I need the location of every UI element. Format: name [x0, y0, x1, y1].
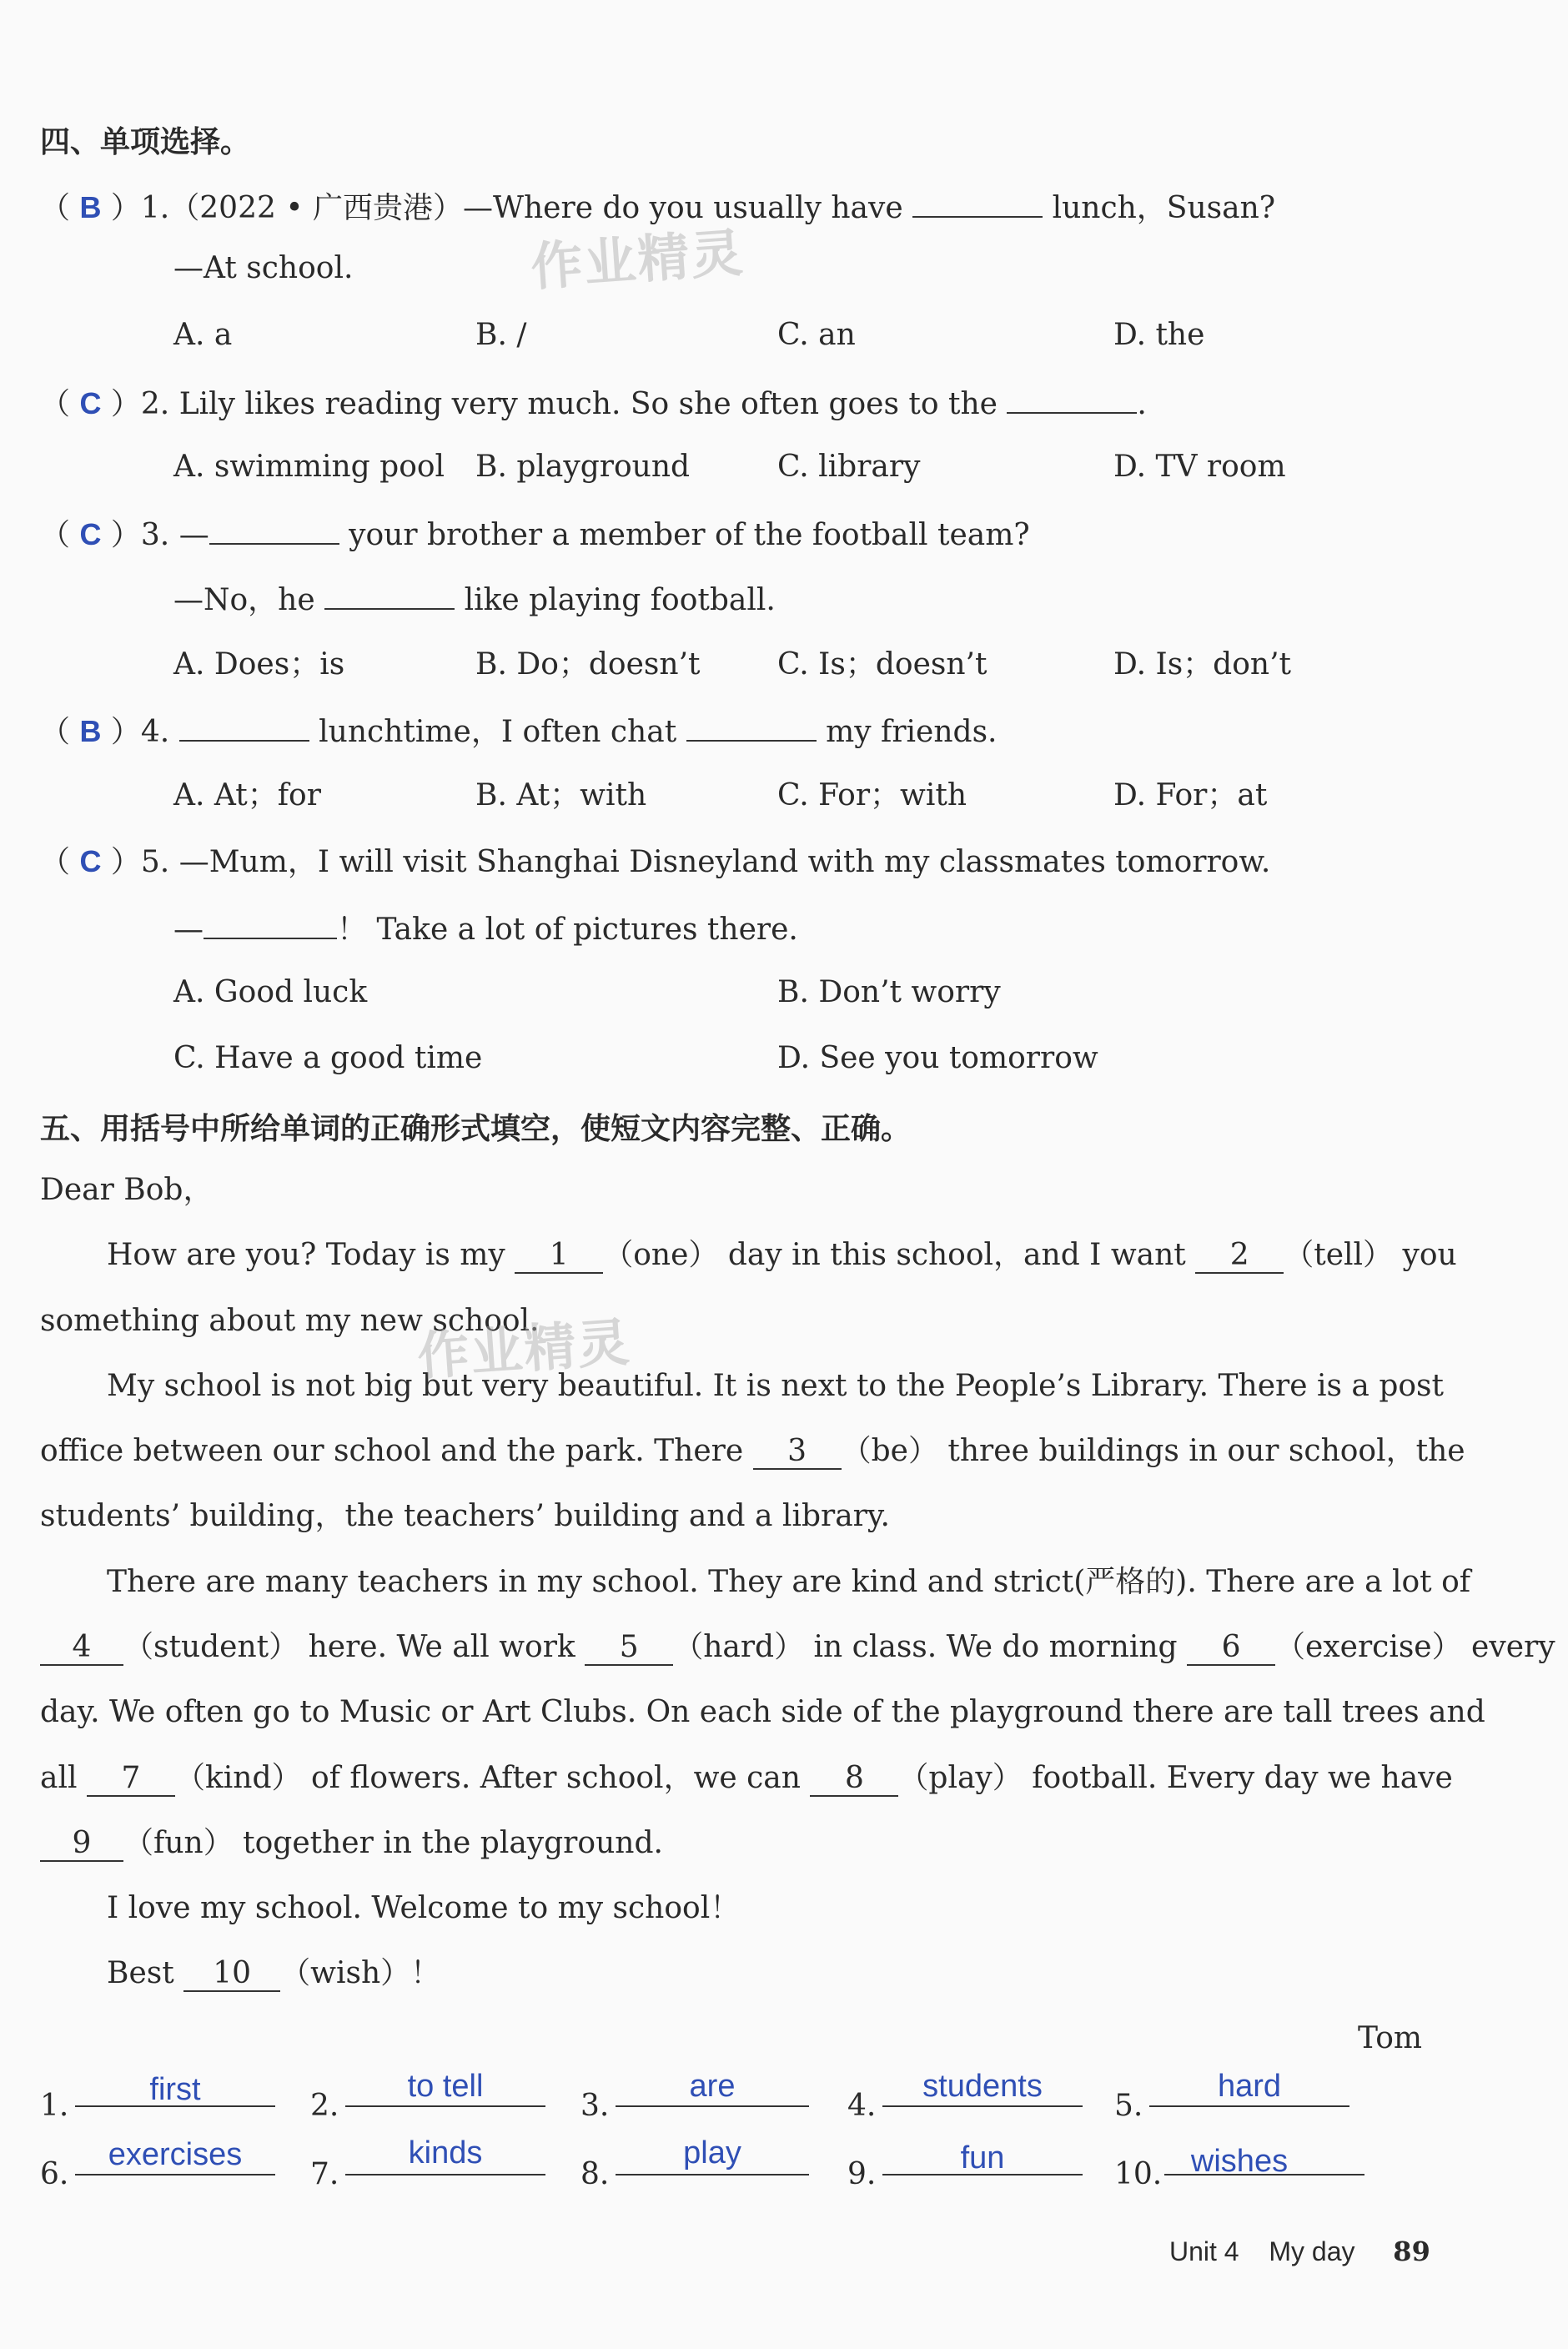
- question-text: 1.（2022 • 广西贵港）—Where do you usually have: [140, 191, 903, 225]
- key-number: 4.: [847, 2089, 877, 2123]
- gap-3: 3: [753, 1435, 842, 1470]
- gap-7: 7: [87, 1762, 175, 1797]
- passage-line: I love my school. Welcome to my school！: [107, 1891, 741, 1925]
- bracket-close: ）: [101, 518, 141, 552]
- option-c: C. Is；doesn’t: [777, 647, 988, 682]
- answer-blank: [686, 712, 817, 742]
- bracket-open: （: [40, 518, 80, 552]
- question-text: my friends.: [826, 715, 998, 749]
- question-text: .: [1137, 387, 1147, 421]
- passage-line: [40, 1433, 1465, 1470]
- option-c: C. Have a good time: [173, 1041, 483, 1075]
- question-1-reply: —At school.: [173, 251, 354, 285]
- footer-title: My day: [1269, 2236, 1355, 2266]
- section4-heading: 四、单项选择。: [40, 125, 251, 159]
- question-5-reply: [173, 909, 798, 948]
- question-text: 4.: [140, 715, 170, 749]
- option-a: A. At；for: [173, 778, 321, 812]
- signature: Tom: [1358, 2021, 1423, 2055]
- option-c: C. library: [777, 450, 921, 484]
- key-number: 5.: [1114, 2089, 1143, 2123]
- option-a: A. a: [173, 318, 233, 352]
- question-text: 5. —Mum，I will visit Shanghai Disneyland with my classmates tomorrow.: [140, 845, 1271, 879]
- passage-text: Best: [107, 1956, 174, 1990]
- option-b: B. At；with: [475, 778, 647, 812]
- key-number: 2.: [310, 2089, 339, 2123]
- key-number: 10.: [1114, 2157, 1163, 2191]
- option-d: D. See you tomorrow: [777, 1041, 1098, 1075]
- answer-mark-5: C: [79, 844, 102, 878]
- passage-line: There are many teachers in my school. They are kind and strict(严格的). There are a lot of: [107, 1565, 1471, 1599]
- key-answer: exercises: [108, 2137, 243, 2172]
- bracket-open: （: [40, 845, 80, 879]
- watermark: 作业精灵: [529, 222, 746, 298]
- bracket-close: ）: [101, 191, 141, 225]
- option-c: C. For；with: [777, 778, 967, 812]
- answer-mark-2: C: [79, 386, 102, 420]
- answer-blank: [209, 515, 339, 545]
- passage-text: （play） football. Every day we have: [898, 1761, 1453, 1795]
- passage-text: （fun） together in the playground.: [123, 1826, 663, 1860]
- gap-8: 8: [810, 1762, 898, 1797]
- passage-text: （kind） of flowers. After school，we can: [174, 1761, 801, 1795]
- passage-text: How are you? Today is my: [107, 1238, 505, 1272]
- key-number: 3.: [580, 2089, 610, 2123]
- answer-mark-3: C: [79, 517, 102, 551]
- footer-unit: Unit 4: [1169, 2236, 1239, 2266]
- page-number: 89: [1393, 2236, 1430, 2267]
- question-text: ！ Take a lot of pictures there.: [337, 913, 798, 947]
- option-d: D. Is；don’t: [1113, 647, 1291, 682]
- gap-1: 1: [515, 1239, 603, 1274]
- gap-6: 6: [1187, 1631, 1275, 1666]
- bracket-open: （: [40, 715, 80, 749]
- bracket-close: ）: [101, 387, 141, 421]
- key-answer: hard: [1217, 2069, 1282, 2104]
- answer-mark-4: B: [79, 714, 102, 748]
- key-number: 8.: [580, 2157, 610, 2191]
- bracket-open: （: [40, 191, 80, 225]
- answer-blank: [179, 712, 309, 742]
- question-text: lunchtime，I often chat: [319, 715, 677, 749]
- key-answer: to tell: [407, 2069, 484, 2104]
- bracket-open: （: [40, 387, 80, 421]
- answer-mark-1: B: [79, 190, 102, 224]
- key-answer: first: [149, 2072, 201, 2107]
- passage-text: （one） day in this school，and I want: [603, 1238, 1186, 1272]
- passage-line: [40, 1629, 1555, 1666]
- passage-text: （student） here. We all work: [123, 1630, 575, 1664]
- watermark: 作业精灵: [415, 1311, 633, 1387]
- question-3-reply: [173, 580, 776, 619]
- question-text: 2. Lily likes reading very much. So she often goes to the: [140, 387, 998, 421]
- gap-5: 5: [585, 1631, 673, 1666]
- key-number: 7.: [310, 2157, 339, 2191]
- option-a: A. Good luck: [173, 975, 368, 1009]
- question-text: —: [173, 913, 204, 947]
- section5-heading: 五、用括号中所给单词的正确形式填空，使短文内容完整、正确。: [40, 1112, 912, 1146]
- salutation: Dear Bob，: [40, 1173, 214, 1207]
- gap-10: 10: [183, 1957, 280, 1992]
- passage-text: （exercise） every: [1275, 1630, 1555, 1664]
- key-number: 6.: [40, 2157, 69, 2191]
- question-text: —No，he: [173, 583, 315, 617]
- option-d: D. the: [1113, 318, 1205, 352]
- gap-4: 4: [40, 1631, 123, 1666]
- passage-line: something about my new school.: [40, 1304, 540, 1338]
- passage-line: students’ building，the teachers’ building and a library.: [40, 1499, 890, 1533]
- key-answer: students: [922, 2069, 1043, 2104]
- option-b: B. /: [475, 318, 527, 352]
- option-b: B. Do；doesn’t: [475, 647, 701, 682]
- answer-blank: [324, 580, 455, 610]
- option-a: A. Does；is: [173, 647, 345, 682]
- key-answer: play: [683, 2135, 741, 2170]
- question-5: [40, 843, 1270, 881]
- key-number: 1.: [40, 2089, 69, 2123]
- passage-text: （be） three buildings in our school，the: [841, 1434, 1465, 1468]
- passage-text: office between our school and the park. There: [40, 1434, 744, 1468]
- passage-line: My school is not big but very beautiful. It is next to the People’s Library. There is a post: [107, 1369, 1444, 1403]
- question-text: your brother a member of the football team?: [349, 518, 1030, 552]
- key-answer: fun: [960, 2140, 1005, 2175]
- key-answer: are: [689, 2069, 736, 2104]
- question-3: [40, 515, 1030, 554]
- gap-2: 2: [1195, 1239, 1284, 1274]
- bracket-close: ）: [101, 845, 141, 879]
- option-a: A. swimming pool: [173, 450, 445, 484]
- answer-blank: [1007, 384, 1137, 414]
- key-number: 9.: [847, 2157, 877, 2191]
- passage-text: all: [40, 1761, 78, 1795]
- question-text: lunch，Susan?: [1052, 191, 1276, 225]
- passage-text: （hard） in class. We do morning: [673, 1630, 1178, 1664]
- passage-text: （tell） you: [1284, 1238, 1457, 1272]
- option-b: B. playground: [475, 450, 691, 484]
- key-answer: wishes: [1190, 2144, 1289, 2179]
- question-text: like playing football.: [464, 583, 776, 617]
- option-c: C. an: [777, 318, 856, 352]
- option-d: D. TV room: [1113, 450, 1286, 484]
- gap-9: 9: [40, 1827, 123, 1862]
- passage-line: [40, 1760, 1453, 1797]
- question-text: 3. —: [140, 518, 209, 552]
- bracket-close: ）: [101, 715, 141, 749]
- answer-blank: [912, 188, 1043, 218]
- closing: [107, 1955, 440, 1992]
- key-answer: kinds: [408, 2135, 483, 2170]
- passage-text: （wish）！: [280, 1956, 441, 1990]
- passage-line: day. We often go to Music or Art Clubs. On each side of the playground there are tall trees and: [40, 1695, 1485, 1729]
- passage-line: [40, 1825, 663, 1862]
- question-4: [40, 712, 998, 751]
- page-footer: [1169, 2236, 1430, 2267]
- question-2: [40, 384, 1147, 423]
- option-b: B. Don’t worry: [777, 975, 1001, 1009]
- answer-blank: [204, 909, 337, 939]
- passage-line: [107, 1237, 1457, 1274]
- option-d: D. For；at: [1113, 778, 1268, 812]
